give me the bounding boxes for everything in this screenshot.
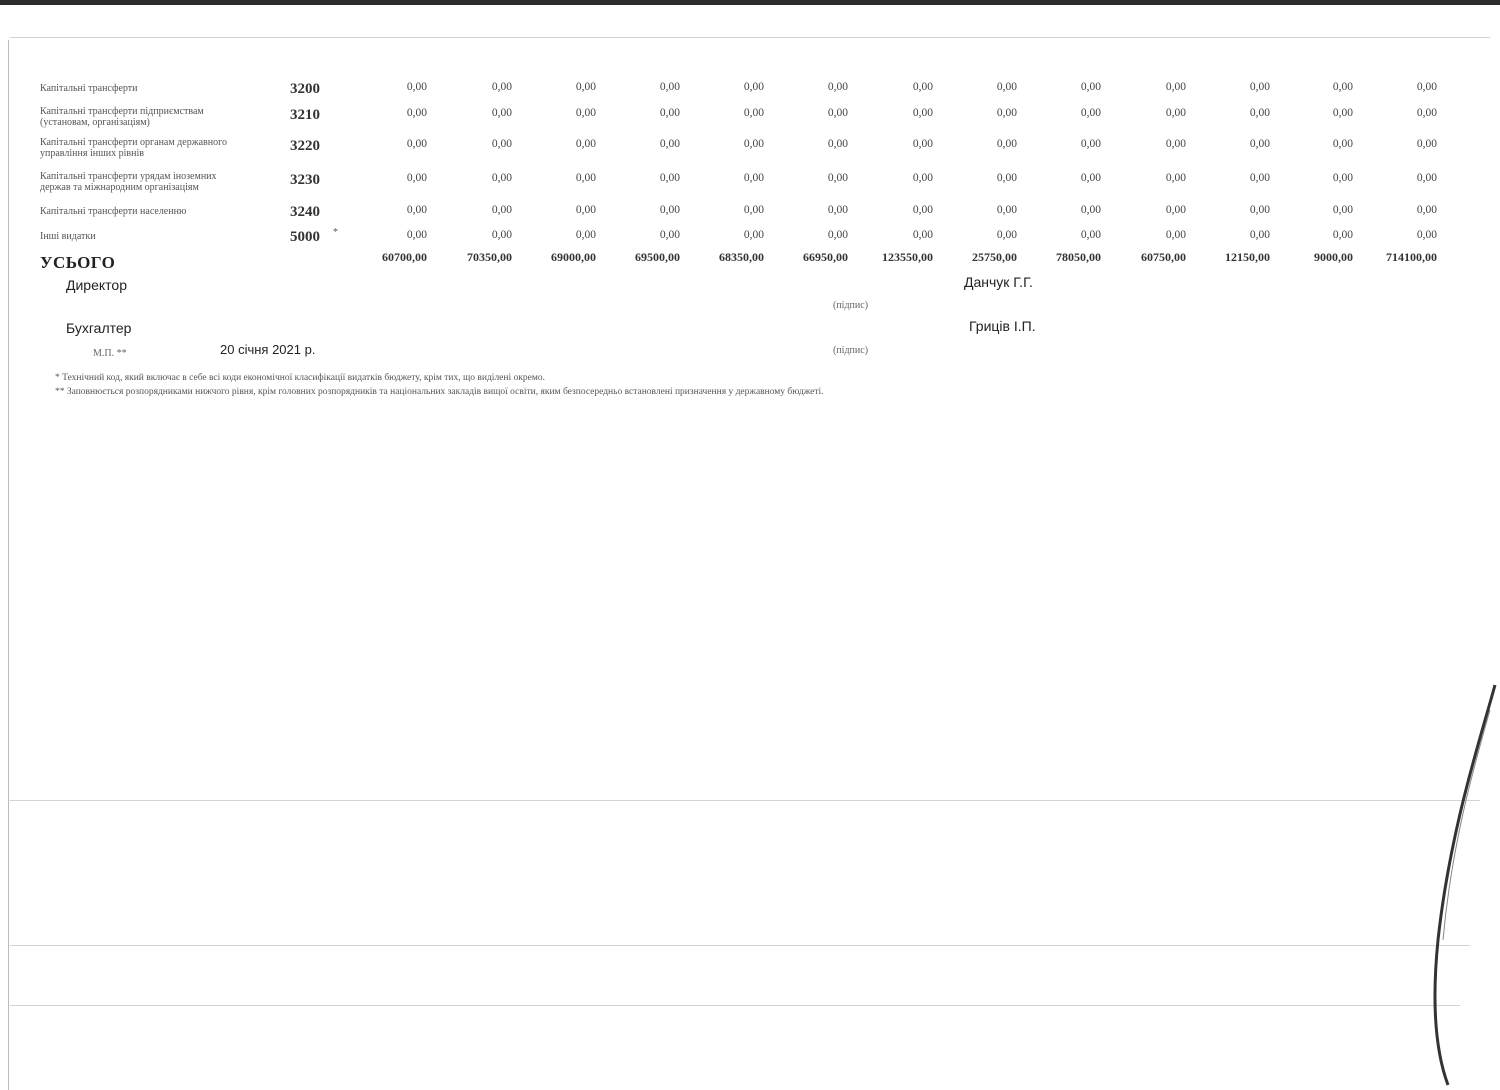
table-cell: 0,00 [575, 107, 596, 119]
scan-left-edge [8, 40, 9, 1090]
scan-artifact-line [10, 37, 1490, 38]
total-cell: 123550,00 [882, 250, 933, 264]
table-cell: 0,00 [406, 138, 427, 150]
table-cell: 0,00 [1249, 204, 1270, 216]
table-cell: 0,00 [406, 81, 427, 93]
table-cell: 0,00 [912, 229, 933, 241]
row-label [40, 231, 280, 242]
table-cell: 0,00 [659, 107, 680, 119]
row-code: 3230 [290, 172, 320, 188]
row-label-line: Капітальні трансферти [40, 83, 138, 94]
table-cell: 0,00 [1249, 81, 1270, 93]
table-cell: 0,00 [827, 81, 848, 93]
total-cell: 714100,00 [1386, 250, 1437, 264]
row-asterisk: * [333, 227, 338, 238]
table-cell: 0,00 [575, 81, 596, 93]
table-cell: 0,00 [1332, 229, 1353, 241]
row-label [40, 106, 280, 128]
table-cell: 0,00 [1080, 204, 1101, 216]
table-cell: 0,00 [575, 204, 596, 216]
accountant-name: Гриців І.П. [969, 318, 1036, 334]
table-cell: 0,00 [1332, 107, 1353, 119]
scan-top-edge [0, 0, 1500, 5]
page-curl-shadow [1380, 680, 1500, 1090]
total-cell: 12150,00 [1225, 250, 1270, 264]
row-label-line: Інші видатки [40, 231, 96, 242]
table-cell: 0,00 [406, 204, 427, 216]
row-label-line: управління інших рівнів [40, 148, 144, 159]
table-cell: 0,00 [743, 81, 764, 93]
table-cell: 0,00 [1416, 204, 1437, 216]
table-cell: 0,00 [827, 204, 848, 216]
table-cell: 0,00 [743, 229, 764, 241]
table-cell: 0,00 [1080, 107, 1101, 119]
row-label-line: Капітальні трансферти органам державного [40, 137, 227, 148]
table-cell: 0,00 [1416, 81, 1437, 93]
table-cell: 0,00 [491, 229, 512, 241]
director-signature-note: (підпис) [833, 300, 869, 311]
scan-artifact-line [10, 1005, 1460, 1006]
table-cell: 0,00 [491, 204, 512, 216]
accountant-title: Бухгалтер [66, 320, 132, 336]
table-cell: 0,00 [659, 81, 680, 93]
table-cell: 0,00 [1165, 204, 1186, 216]
table-cell: 0,00 [406, 229, 427, 241]
table-cell: 0,00 [1165, 138, 1186, 150]
row-code: 3210 [290, 107, 320, 123]
table-cell: 0,00 [743, 107, 764, 119]
total-cell: 60750,00 [1141, 250, 1186, 264]
table-cell: 0,00 [912, 107, 933, 119]
row-code: 5000 [290, 229, 320, 245]
total-cell: 78050,00 [1056, 250, 1101, 264]
table-cell: 0,00 [575, 138, 596, 150]
table-cell: 0,00 [827, 229, 848, 241]
row-label-line: (установам, організаціям) [40, 117, 150, 128]
table-cell: 0,00 [1249, 138, 1270, 150]
total-cell: 9000,00 [1314, 250, 1353, 264]
table-cell: 0,00 [491, 81, 512, 93]
total-cell: 25750,00 [972, 250, 1017, 264]
table-cell: 0,00 [1249, 107, 1270, 119]
table-cell: 0,00 [491, 172, 512, 184]
footnote-2: ** Заповнюється розпорядниками нижчого рівня, крім головних розпорядників та національних закладів вищої освіти, яким безпосередньо встановлені призначення у державному бюджеті. [55, 387, 824, 397]
table-cell: 0,00 [827, 138, 848, 150]
table-cell: 0,00 [996, 107, 1017, 119]
total-cell: 66950,00 [803, 250, 848, 264]
row-label [40, 171, 280, 193]
total-label: УСЬОГО [40, 253, 116, 272]
table-cell: 0,00 [1080, 138, 1101, 150]
table-cell: 0,00 [1332, 138, 1353, 150]
row-label [40, 137, 280, 159]
table-cell: 0,00 [743, 172, 764, 184]
table-cell: 0,00 [912, 172, 933, 184]
table-cell: 0,00 [659, 138, 680, 150]
table-cell: 0,00 [743, 138, 764, 150]
stamp-label: М.П. ** [93, 348, 127, 359]
total-cell: 70350,00 [467, 250, 512, 264]
table-cell: 0,00 [1332, 172, 1353, 184]
table-cell: 0,00 [1416, 172, 1437, 184]
row-code: 3240 [290, 204, 320, 220]
table-cell: 0,00 [491, 138, 512, 150]
table-cell: 0,00 [1332, 81, 1353, 93]
total-cell: 69500,00 [635, 250, 680, 264]
table-cell: 0,00 [827, 107, 848, 119]
date: 20 січня 2021 р. [220, 342, 316, 357]
row-label-line: Капітальні трансферти урядам іноземних [40, 171, 217, 182]
total-cell: 69000,00 [551, 250, 596, 264]
table-cell: 0,00 [491, 107, 512, 119]
table-cell: 0,00 [912, 138, 933, 150]
table-cell: 0,00 [1080, 81, 1101, 93]
accountant-signature-note: (підпис) [833, 345, 869, 356]
table-cell: 0,00 [1249, 229, 1270, 241]
table-cell: 0,00 [1416, 107, 1437, 119]
table-cell: 0,00 [743, 204, 764, 216]
table-cell: 0,00 [827, 172, 848, 184]
table-cell: 0,00 [912, 204, 933, 216]
table-cell: 0,00 [1080, 172, 1101, 184]
table-cell: 0,00 [1416, 229, 1437, 241]
director-name: Данчук Г.Г. [964, 274, 1033, 290]
table-cell: 0,00 [996, 204, 1017, 216]
row-label-line: Капітальні трансферти населенню [40, 206, 187, 217]
row-code: 3200 [290, 81, 320, 97]
scan-artifact-line [10, 800, 1480, 801]
table-cell: 0,00 [996, 172, 1017, 184]
table-cell: 0,00 [659, 172, 680, 184]
table-cell: 0,00 [1165, 172, 1186, 184]
table-cell: 0,00 [406, 172, 427, 184]
total-cell: 60700,00 [382, 250, 427, 264]
row-label [40, 206, 280, 217]
table-cell: 0,00 [996, 81, 1017, 93]
table-cell: 0,00 [1165, 107, 1186, 119]
table-cell: 0,00 [1249, 172, 1270, 184]
row-label-line: держав та міжнародним організаціям [40, 182, 199, 193]
table-cell: 0,00 [575, 229, 596, 241]
table-cell: 0,00 [1165, 81, 1186, 93]
director-title: Директор [66, 277, 127, 293]
table-cell: 0,00 [1332, 204, 1353, 216]
table-cell: 0,00 [659, 204, 680, 216]
table-cell: 0,00 [1080, 229, 1101, 241]
scan-artifact-line [10, 945, 1470, 946]
table-cell: 0,00 [659, 229, 680, 241]
table-cell: 0,00 [1165, 229, 1186, 241]
footnote-1: * Технічний код, який включає в себе всі коди економічної класифікації видатків бюджету, крім тих, що виділені окремо. [55, 373, 545, 383]
row-label [40, 83, 280, 94]
table-cell: 0,00 [406, 107, 427, 119]
table-cell: 0,00 [996, 229, 1017, 241]
table-cell: 0,00 [575, 172, 596, 184]
row-label-line: Капітальні трансферти підприємствам [40, 106, 204, 117]
table-cell: 0,00 [1416, 138, 1437, 150]
row-code: 3220 [290, 138, 320, 154]
table-cell: 0,00 [996, 138, 1017, 150]
table-cell: 0,00 [912, 81, 933, 93]
total-cell: 68350,00 [719, 250, 764, 264]
